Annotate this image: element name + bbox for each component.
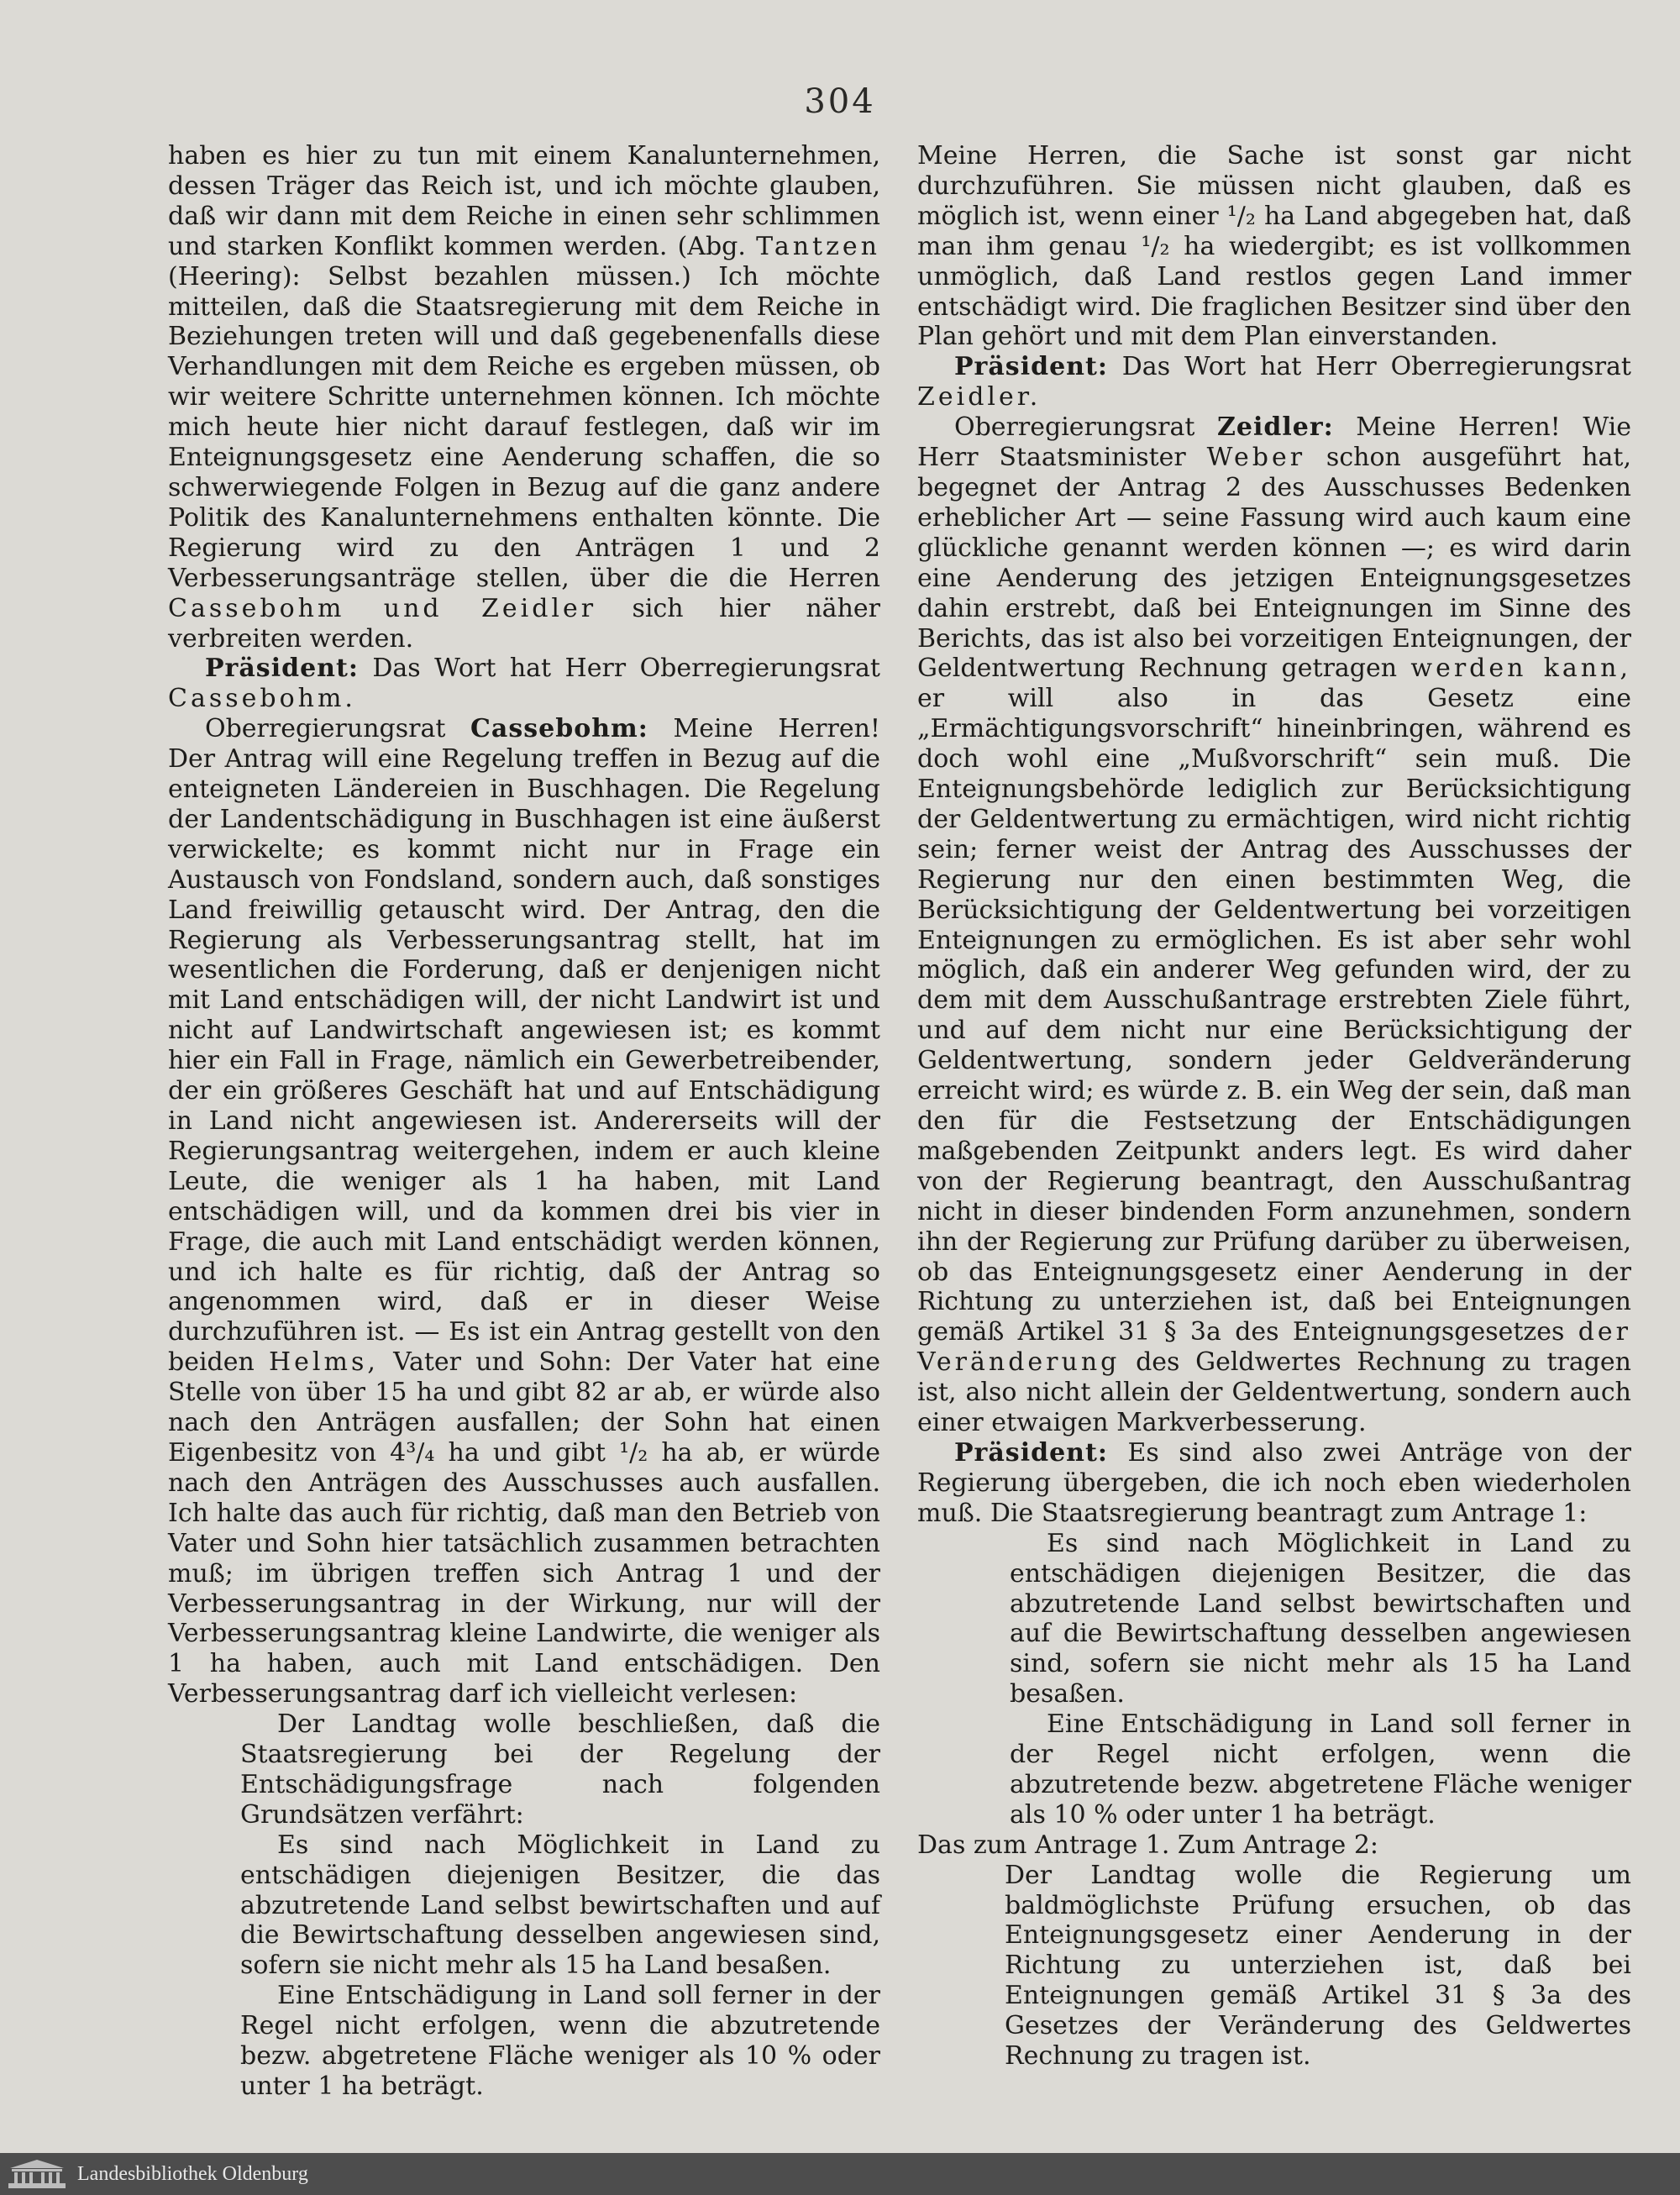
president-remark: Präsident: Das Wort hat Herr Oberregierungsrat Cassebohm. xyxy=(168,654,880,714)
quoted-motion: Es sind nach Möglichkeit in Land zu entschädigen diejenigen Besitzer, die das abzutretende Land selbst bewirtschaften und auf die Bewirtschaftung desselben angewiesen sind, sofern sie nicht mehr als 15 ha Land besaßen. xyxy=(1010,1528,1631,1709)
speaker-label: Cassebohm: xyxy=(470,714,648,744)
right-column xyxy=(917,141,1631,2072)
quoted-motion: Eine Entschädigung in Land soll ferner in der Regel nicht erfolgen, wenn die abzutretende bezw. abgetretene Fläche weniger als 10 % oder unter 1 ha beträgt. xyxy=(240,1981,880,2101)
speaker-label: Präsident: xyxy=(954,352,1108,382)
transition-line: Das zum Antrage 1. Zum Antrage 2: xyxy=(917,1830,1379,1860)
speech-zeidler: Oberregierungsrat Zeidler: Meine Herren! Wie Herr Staatsminister Weber schon ausgeführt hat, begegnet der Antrag 2 des Ausschusses Bedenken erheblicher Art — seine Fassung wird auch kaum eine glückliche genannt werden können —; es wird darin eine Aenderung des jetzigen Enteignungsgesetzes dahin erstrebt, daß bei Enteignungen im Sinne des Berichts, das ist also bei vorzeitigen Enteignungen, der Geldentwertung Rechnung getragen werden kann, er will also in das Gesetz eine „Ermächtigungsvorschrift“ hineinbringen, während es doch wohl eine „Mußvorschrift“ sein muß. Die Enteignungsbehörde lediglich zur Berücksichtigung der Geldentwertung zu ermächtigen, wird nicht richtig sein; ferner weist der Antrag des Ausschusses der Regierung nur den einen bestimmten Weg, die Berücksichtigung der Geldentwertung bei vorzeitigen Enteignungen zu ermöglichen. Es ist aber sehr wohl möglich, daß ein anderer Weg gefunden wird, der zu dem mit dem Ausschußantrage erstrebten Ziele führt, und auf dem nicht nur eine Berücksichtigung der Geldentwertung, sondern jeder Geldveränderung erreicht wird; es würde z. B. ein Weg der sein, daß man den für die Festsetzung der Entschädigungen maßgebenden Zeitpunkt anders legt. Es wird daher von der Regierung beantragt, den Ausschußantrag nicht in dieser bindenden Form anzunehmen, sondern ihn der Regierung zur Prüfung darüber zu überweisen, ob das Enteignungsgesetz einer Aenderung in der Richtung zu unterziehen ist, daß bei Enteignungen gemäß Artikel 31 § 3a des Enteignungsgesetzes der Veränderung des Geldwertes Rechnung zu tragen ist, also nicht allein der Geldentwertung, sondern auch einer etwaigen Markverbesserung. xyxy=(917,412,1631,1438)
footer-bar xyxy=(0,2153,1680,2195)
quoted-motion: Eine Entschädigung in Land soll ferner in der Regel nicht erfolgen, wenn die abzutretende bezw. abgetretene Fläche weniger als 10 % oder unter 1 ha beträgt. xyxy=(1010,1709,1631,1830)
speech-cassebohm: Oberregierungsrat Cassebohm: Meine Herren! Der Antrag will eine Regelung treffen in Bezug auf die enteigneten Ländereien in Buschhagen. Die Regelung der Landentschädigung in Buschhagen ist eine äußerst verwickelte; es kommt nicht nur in Frage ein Austausch von Fondsland, sondern auch, daß sonstiges Land freiwillig getauscht wird. Der Antrag, den die Regierung als Verbesserungsantrag stellt, hat im wesentlichen die Forderung, daß er denjenigen nicht mit Land entschädigen will, der nicht Landwirt ist und nicht auf Landwirtschaft angewiesen ist; es kommt hier ein Fall in Frage, nämlich ein Gewerbetreibender, der ein größeres Geschäft hat und auf Entschädigung in Land nicht angewiesen ist. Andererseits will der Regierungsantrag weitergehen, indem er auch kleine Leute, die weniger als 1 ha haben, mit Land entschädigen will, und da kommen drei bis vier in Frage, die auch mit Land entschädigt werden können, und ich halte es für richtig, daß der Antrag so angenommen wird, daß er in dieser Weise durchzuführen ist. — Es ist ein Antrag gestellt von den beiden Helms, Vater und Sohn: Der Vater hat eine Stelle von über 15 ha und gibt 82 ar ab, er würde also nach den Anträgen ausfallen; der Sohn hat einen Eigenbesitz von 4³/₄ ha und gibt ¹/₂ ha ab, er würde nach den Anträgen des Ausschusses auch ausfallen. Ich halte das auch für richtig, daß man den Betrieb von Vater und Sohn hier tatsächlich zusammen betrachten muß; im übrigen treffen sich Antrag 1 und der Verbesserungsantrag in der Wirkung, nur will der Verbesserungsantrag kleine Landwirte, die weniger als 1 ha haben, auch mit Land entschädigen. Den Verbesserungsantrag darf ich vielleicht verlesen: xyxy=(168,714,880,1709)
speaker-label: Zeidler: xyxy=(1216,412,1334,443)
speaker-label: Präsident: xyxy=(954,1437,1108,1468)
page-number: 304 xyxy=(804,82,876,121)
library-name: Landesbibliothek Oldenburg xyxy=(77,2163,308,2185)
paragraph: haben es hier zu tun mit einem Kanalunternehmen, dessen Träger das Reich ist, und ich möchte glauben, daß wir dann mit dem Reiche in einen sehr schlimmen und starken Konflikt kommen werden. (Abg. Tantzen (Heering): Selbst bezahlen müssen.) Ich möchte mitteilen, daß die Staatsregierung mit dem Reiche in Beziehungen treten will und daß gegebenenfalls diese Verhandlungen mit dem Reiche es ergeben müssen, ob wir weitere Schritte unternehmen können. Ich möchte mich heute hier nicht darauf festlegen, daß wir im Enteignungsgesetz eine Aenderung schaffen, die so schwerwiegende Folgen in Bezug auf die ganz andere Politik des Kanalunternehmens enthalten könnte. Die Regierung wird zu den Anträgen 1 und 2 Verbesserungsanträge stellen, über die die Herren Cassebohm und Zeidler sich hier näher verbreiten werden. xyxy=(168,141,880,654)
speaker-label: Präsident: xyxy=(205,654,359,684)
library-building-icon xyxy=(7,2158,67,2190)
president-remark: Präsident: Es sind also zwei Anträge von der Regierung übergeben, die ich noch eben wiederholen muß. Die Staatsregierung beantragt zum Antrage 1: xyxy=(917,1437,1631,1528)
quoted-motion: Der Landtag wolle die Regierung um baldmöglichste Prüfung ersuchen, ob das Enteignungsgesetz einer Aenderung in der Richtung zu unterziehen ist, daß bei Enteignungen gemäß Artikel 31 § 3a des Gesetzes der Veränderung des Geldwertes Rechnung zu tragen ist. xyxy=(1005,1860,1631,2072)
quoted-motion: Es sind nach Möglichkeit in Land zu entschädigen diejenigen Besitzer, die das abzutretende Land selbst bewirtschaften und auf die Bewirtschaftung desselben angewiesen sind, sofern sie nicht mehr als 15 ha Land besaßen. xyxy=(240,1830,880,1981)
left-column xyxy=(168,141,880,2102)
president-remark: Präsident: Das Wort hat Herr Oberregierungsrat Zeidler. xyxy=(917,352,1631,412)
paragraph: Meine Herren, die Sache ist sonst gar nicht durchzuführen. Sie müssen nicht glauben, daß es möglich ist, wenn einer ¹/₂ ha Land abgegeben hat, daß man ihm genau ¹/₂ ha wiedergibt; es ist vollkommen unmöglich, daß Land restlos gegen Land immer entschädigt wird. Die fraglichen Besitzer sind über den Plan gehört und mit dem Plan einverstanden. xyxy=(917,141,1631,352)
quoted-motion: Der Landtag wolle beschließen, daß die Staatsregierung bei der Regelung der Entschädigungsfrage nach folgenden Grundsätzen verfährt: xyxy=(240,1709,880,1830)
